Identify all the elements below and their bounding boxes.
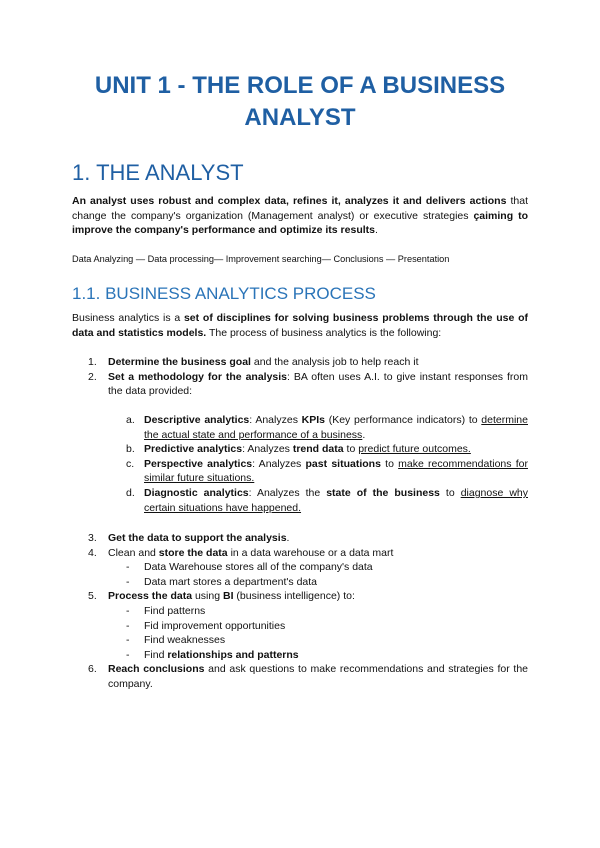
step-1-text: and the analysis job to help reach it bbox=[250, 356, 419, 368]
step-4-text-2: in a data warehouse or a data mart bbox=[227, 546, 394, 559]
list-number: 3. bbox=[88, 532, 97, 544]
list-subitem bbox=[72, 575, 528, 590]
step-5-text-2: (business intelligence) to: bbox=[233, 590, 355, 603]
intro-text-2: . bbox=[375, 224, 378, 237]
process-intro-text-a: Business analytics is a bbox=[72, 312, 184, 324]
diagnostic-bold: Diagnostic analytics bbox=[144, 486, 249, 499]
steps-list-bottom bbox=[72, 531, 528, 692]
step-4-text-1: Clean and bbox=[108, 546, 159, 559]
step-6-bold: Reach conclusions bbox=[108, 663, 205, 676]
list-letter: a. bbox=[126, 414, 135, 426]
perspective-text-1: : Analyzes bbox=[252, 457, 306, 470]
document-title bbox=[40, 70, 560, 134]
step-5-bold: Process the data bbox=[108, 590, 193, 603]
perspective-bold-2: past situations bbox=[305, 457, 381, 470]
step-3-bold: Get the data to support the analysis bbox=[108, 532, 287, 544]
analytics-types-list bbox=[72, 413, 528, 515]
descriptive-text-2: (Key performance indicators) to bbox=[325, 414, 482, 426]
list-number: 5. bbox=[88, 590, 97, 603]
list-number: 4. bbox=[88, 546, 97, 559]
dash-marker: - bbox=[126, 634, 130, 647]
descriptive-bold: Descriptive analytics bbox=[144, 414, 250, 426]
perspective-bold: Perspective analytics bbox=[144, 457, 253, 470]
diagnostic-bold-2: state of the business bbox=[326, 486, 440, 499]
step-1-bold: Determine the business goal bbox=[108, 356, 251, 368]
list-item-5 bbox=[72, 589, 528, 604]
step-2-bold: Set a methodology for the analysis bbox=[108, 370, 288, 383]
predictive-underline: predict future outcomes. bbox=[358, 443, 471, 456]
list-item-c bbox=[72, 457, 528, 486]
list-item-b bbox=[72, 442, 528, 457]
list-letter: c. bbox=[126, 457, 135, 470]
step-5-text-1: using bbox=[192, 590, 223, 603]
section-heading-process: 1.1. BUSINESS ANALYTICS PROCESS bbox=[72, 284, 376, 303]
list-letter: d. bbox=[126, 486, 135, 499]
steps-list-top bbox=[72, 355, 528, 399]
dash-marker: - bbox=[126, 648, 130, 661]
dash-marker: - bbox=[126, 619, 130, 632]
list-subitem bbox=[72, 619, 528, 634]
list-letter: b. bbox=[126, 443, 135, 456]
list-item-6 bbox=[72, 662, 528, 691]
list-item-a bbox=[72, 413, 528, 442]
intro-bold-1: An analyst uses robust and complex data, refines it, analyzes it and delivers actions bbox=[72, 195, 507, 207]
subitem-bold: relationships and patterns bbox=[167, 648, 299, 661]
title-line-2: ANALYST bbox=[244, 104, 356, 131]
process-intro-text-c: The process of business analytics is the following: bbox=[206, 326, 442, 339]
perspective-text-2: to bbox=[380, 457, 399, 470]
dash-marker: - bbox=[126, 561, 130, 574]
diagnostic-text-2: to bbox=[439, 486, 461, 499]
step-2-text: : BA often uses A.I. to give instant responses from the data provided: bbox=[108, 370, 528, 398]
list-item-1 bbox=[72, 355, 528, 370]
list-subitem bbox=[72, 648, 528, 663]
list-number: 1. bbox=[88, 356, 97, 368]
list-item-d bbox=[72, 486, 528, 515]
descriptive-bold-2: KPIs bbox=[301, 414, 325, 426]
diagnostic-underline: diagnose why certain situations have happened. bbox=[144, 486, 528, 514]
perspective-underline: make recommendations for similar future situations. bbox=[144, 457, 528, 485]
list-item-4 bbox=[72, 546, 528, 561]
step-6-text: and ask questions to make recommendations and strategies for the company. bbox=[108, 663, 528, 690]
step-4-bold: store the data bbox=[158, 546, 228, 559]
list-subitem bbox=[72, 560, 528, 575]
list-subitem bbox=[72, 604, 528, 619]
descriptive-text-3: . bbox=[362, 428, 366, 441]
analyst-intro-paragraph bbox=[72, 194, 528, 238]
section-heading-analyst: 1. THE ANALYST bbox=[72, 160, 244, 185]
predictive-text-1: : Analyzes bbox=[242, 443, 293, 456]
step-5-bold-2: BI bbox=[222, 590, 234, 603]
list-number: 2. bbox=[88, 370, 97, 383]
step-3-text: . bbox=[286, 532, 290, 544]
predictive-bold-2: trend data bbox=[292, 443, 344, 456]
process-intro-paragraph bbox=[72, 311, 528, 340]
list-number: 6. bbox=[88, 663, 97, 676]
diagnostic-text-1: : Analyzes the bbox=[248, 486, 327, 499]
list-item-3 bbox=[72, 531, 528, 546]
title-line-1: UNIT 1 - THE ROLE OF A BUSINESS bbox=[94, 72, 506, 99]
subitem-text: Find weaknesses bbox=[144, 634, 226, 647]
subitem-text: Find bbox=[144, 648, 168, 661]
intro-bold-2: çaiming to improve the company's performance and optimize its results bbox=[72, 209, 528, 237]
predictive-text-2: to bbox=[343, 443, 359, 456]
list-item-2 bbox=[72, 370, 528, 399]
subitem-text: Find patterns bbox=[144, 604, 206, 617]
subitem-text: Data Warehouse stores all of the company's data bbox=[144, 561, 373, 574]
list-subitem bbox=[72, 633, 528, 648]
dash-marker: - bbox=[126, 604, 130, 617]
descriptive-underline: determine the actual state and performance of a business bbox=[144, 414, 528, 441]
intro-text-1: that change the company's organization (Management analyst) or executive strategies bbox=[72, 195, 528, 222]
subitem-text: Fid improvement opportunities bbox=[144, 619, 286, 632]
predictive-bold: Predictive analytics bbox=[144, 443, 243, 456]
descriptive-text-1: : Analyzes bbox=[249, 414, 302, 426]
process-flow-line: Data Analyzing — Data processing— Improvement searching— Conclusions — Presentation bbox=[72, 254, 450, 264]
process-intro-bold: set of disciplines for solving business problems through the use of data and statistics models. bbox=[72, 312, 528, 339]
dash-marker: - bbox=[126, 575, 130, 588]
subitem-text: Data mart stores a department's data bbox=[144, 575, 318, 588]
